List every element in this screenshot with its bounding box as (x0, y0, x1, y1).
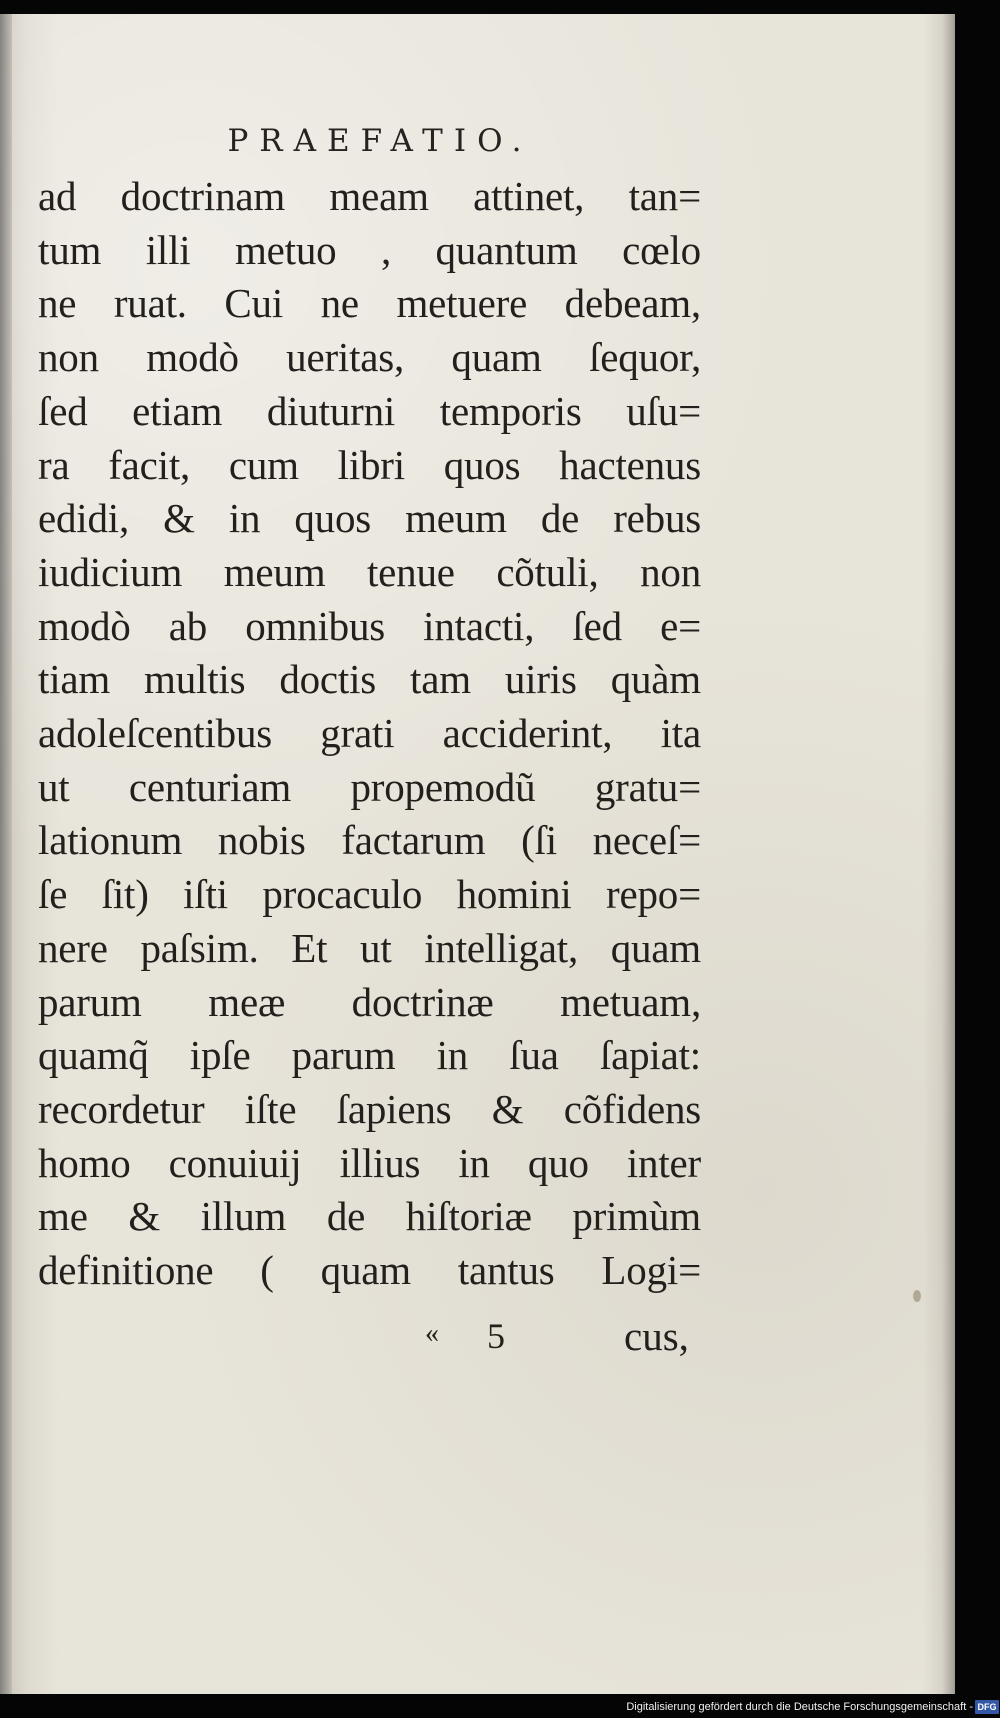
text-line: quamq̃ ipſe parum in ſua ſapiat: (38, 1032, 701, 1079)
text-line: parum meæ doctrinæ metuam, (38, 978, 701, 1025)
digitization-credit: Digitalisierung gefördert durch die Deutsche Forschungsgemeinschaft - (626, 1701, 973, 1713)
text-line: tiam multis doctis tam uiris quàm (38, 656, 701, 703)
text-line: modò ab omnibus intacti, ſed e= (38, 602, 701, 649)
binding-edge (0, 14, 12, 1694)
text-line: ad doctrinam meam attinet, tan= (38, 173, 701, 219)
text-line: recordetur iſte ſapiens & cõfidens (38, 1085, 701, 1132)
text-line: nere paſsim. Et ut intelligat, quam (38, 924, 701, 971)
text-line: ne ruat. Cui ne metuere debeam, (38, 280, 701, 327)
text-line: ſe ſit) iſti procaculo homini repo= (38, 871, 701, 918)
text-line: iudicium meum tenue cõtuli, non (38, 548, 701, 595)
catchword: cus, (624, 1313, 689, 1359)
signature-and-catchword-row (425, 1313, 700, 1366)
text-line: homo conuiuij illius in quo inter (38, 1139, 701, 1186)
latin-text-block (38, 170, 701, 1298)
text-line: edidi, & in quos meum de rebus (38, 495, 701, 542)
text-line: me & illum de hiſtoriæ primùm (38, 1193, 701, 1240)
text-line: adoleſcentibus grati acciderint, ita (38, 710, 701, 757)
page-edge-shadow (942, 14, 955, 1694)
text-line: non modò ueritas, quam ſequor, (38, 334, 701, 381)
text-line: lationum nobis factarum (ſi neceſ= (38, 817, 701, 864)
text-line: tum illi metuo , quantum cœlo (38, 226, 701, 273)
text-line: definitione ( quam tantus Logi= (38, 1247, 701, 1294)
page-header-title: PRAEFATIO. (227, 123, 533, 159)
dfg-logo: DFG (975, 1700, 999, 1714)
paper-spot (913, 1290, 921, 1302)
text-line: ra facit, cum libri quos hactenus (38, 441, 701, 488)
signature-mark: « (425, 1318, 439, 1349)
text-line: ut centuriam propemodũ gratu= (38, 763, 701, 810)
signature-number: 5 (487, 1316, 505, 1356)
text-line: ſed etiam diuturni temporis uſu= (38, 387, 701, 434)
